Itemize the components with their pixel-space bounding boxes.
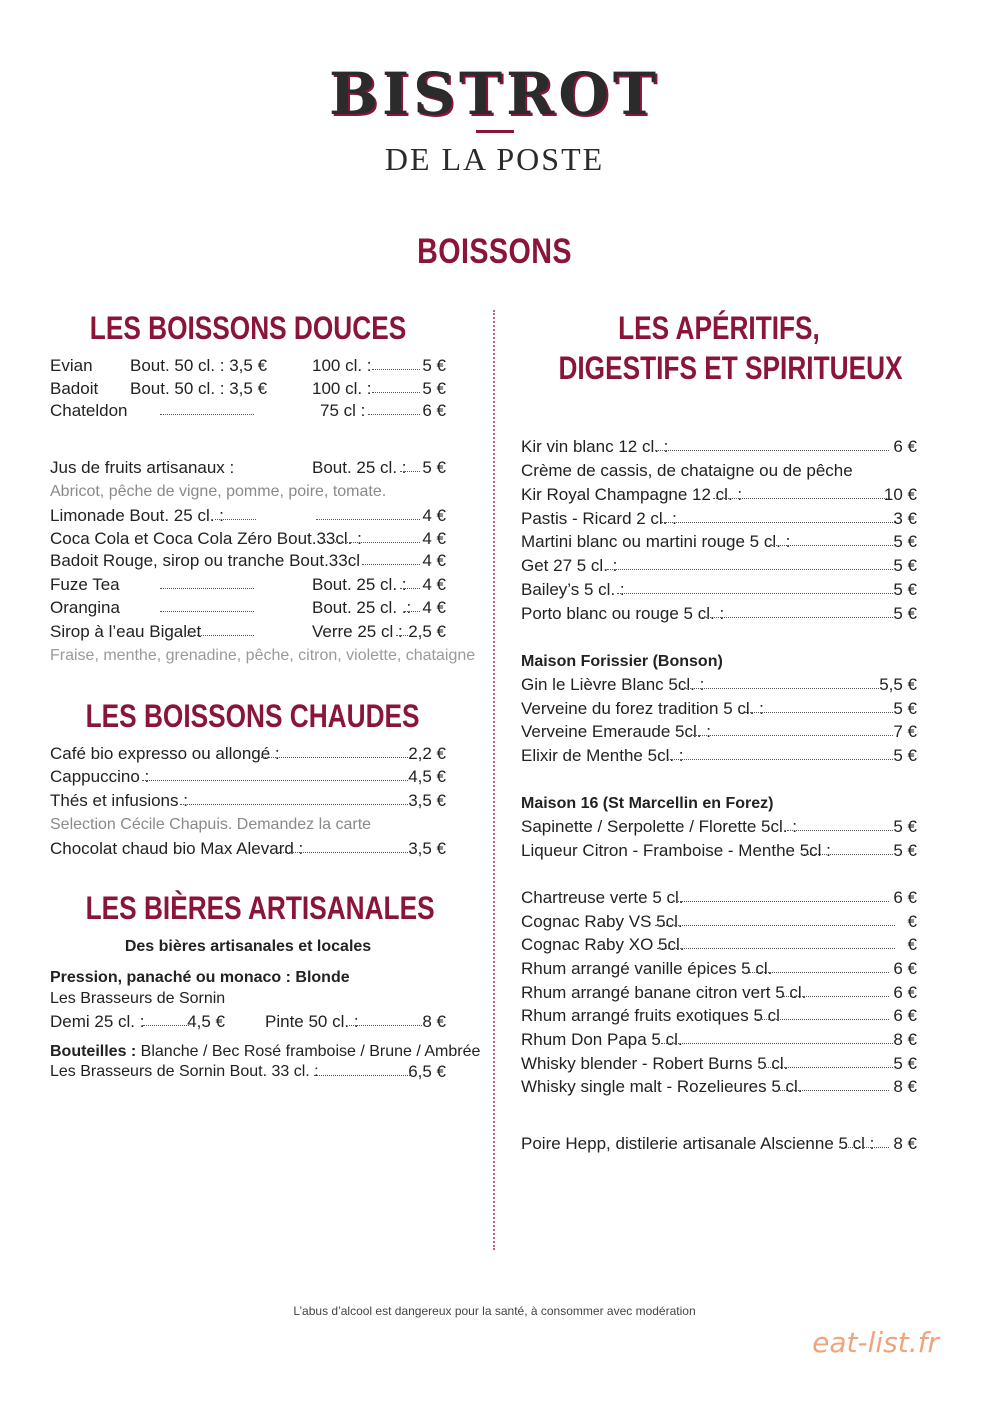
item-size: Bout. 50 cl. : 3,5 € <box>130 379 268 398</box>
item-note-thes: Selection Cécile Chapuis. Demandez la carte <box>50 816 372 833</box>
item-price: 5 € <box>893 604 917 623</box>
item-name: Gin le Lièvre Blanc 5cl. : <box>521 675 705 694</box>
dot-leader <box>783 996 889 997</box>
item-name: Chartreuse verte 5 cl. <box>521 888 684 907</box>
pression-label: Pression, panaché ou monaco : Blonde <box>50 969 350 986</box>
dot-leader <box>699 617 893 618</box>
dot-leader <box>400 471 420 472</box>
item-size: Bout. 50 cl. : 3,5 € <box>130 356 268 375</box>
item-name: Rhum arrangé fruits exotiques 5 cl <box>521 1006 780 1025</box>
menu-item-rhum-don-papa <box>521 1028 917 1052</box>
item-price: 5,5 € <box>879 675 917 694</box>
item-price: 5 € <box>893 556 917 575</box>
dot-leader <box>142 780 408 781</box>
menu-item-kir-vin-blanc <box>521 435 917 459</box>
menu-item-rhum-exotiques <box>521 1004 917 1028</box>
menu-item-get27 <box>521 554 917 578</box>
menu-item-poire-hepp <box>521 1132 917 1156</box>
item-price: 8 € <box>422 1012 446 1031</box>
section-heading-boissons-chaudes: LES BOISSONS CHAUDES <box>85 698 420 734</box>
section-heading-aperitifs-line1: LES APÉRITIFS, <box>618 310 820 346</box>
dot-leader <box>769 545 893 546</box>
column-divider <box>493 310 495 1250</box>
menu-item-kir-royal <box>521 483 917 507</box>
dot-leader <box>143 1025 189 1026</box>
item-name: Kir Royal Champagne 12 cl. : <box>521 485 743 504</box>
dot-leader <box>187 635 254 636</box>
item-name: Bailey’s 5 cl. : <box>521 580 625 599</box>
item-name: Martini blanc ou martini rouge 5 cl. : <box>521 532 791 551</box>
dot-leader <box>396 635 408 636</box>
dot-leader <box>667 759 893 760</box>
menu-item-martini <box>521 530 917 554</box>
section-heading-boissons-douces: LES BOISSONS DOUCES <box>89 310 407 346</box>
menu-item-rhum-vanille <box>521 957 917 981</box>
item-price: 3,5 € <box>408 839 446 858</box>
bouteilles-label: Bouteilles : <box>50 1043 137 1060</box>
item-name: Evian <box>50 356 93 375</box>
maison-16-title: Maison 16 (St Marcellin en Forez) <box>521 795 774 812</box>
item-name: Verveine Emeraude 5cl. : <box>521 722 711 741</box>
menu-item-pastis <box>521 507 917 531</box>
dot-leader <box>349 1025 422 1026</box>
item-price: 8 € <box>893 1134 917 1153</box>
dot-leader <box>255 757 408 758</box>
menu-item-sirop <box>50 620 446 644</box>
item-price: 4 € <box>422 551 446 570</box>
item-price: 8 € <box>893 1077 917 1096</box>
dot-leader <box>655 925 895 926</box>
menu-item-badoit-rouge <box>50 549 446 573</box>
menu-item-whisky-blender <box>521 1052 917 1076</box>
dot-leader <box>368 414 420 415</box>
item-name: Thés et infusions : <box>50 791 188 810</box>
item-price: 6 € <box>422 401 446 420</box>
item-name: Badoit <box>50 379 99 398</box>
item-price: 6 € <box>893 888 917 907</box>
dot-leader <box>314 1075 410 1076</box>
logo-subtitle: DE LA POSTE <box>384 141 605 177</box>
dot-leader <box>362 564 420 565</box>
dot-leader <box>316 519 420 520</box>
dot-leader <box>673 901 889 902</box>
item-name: Coca Cola et Coca Cola Zéro Bout.33cl. : <box>50 529 362 548</box>
menu-item-gin-lievre <box>521 673 917 697</box>
item-name: Cappuccino : <box>50 767 150 786</box>
menu-item-coca-cola <box>50 527 446 551</box>
item-price: 5 € <box>893 817 917 836</box>
menu-item-bouteilles <box>50 1060 446 1084</box>
dot-leader <box>372 369 420 370</box>
dot-leader <box>278 852 408 853</box>
item-name: Pinte 50 cl. : <box>265 1012 359 1031</box>
dot-leader <box>763 1067 893 1068</box>
item-price: 2,5 € <box>408 622 446 641</box>
menu-item-verveine-tradition <box>521 697 917 721</box>
item-name: Badoit Rouge, sirop ou tranche Bout.33cl <box>50 551 360 570</box>
dot-leader <box>679 688 879 689</box>
item-name: Limonade Bout. 25 cl. : <box>50 506 224 525</box>
item-price: 6 € <box>893 959 917 978</box>
dot-leader <box>400 588 420 589</box>
menu-item-baileys <box>521 578 917 602</box>
dot-leader <box>745 712 893 713</box>
item-name: Café bio expresso ou allongé : <box>50 744 280 763</box>
item-note-sirop: Fraise, menthe, grenadine, pêche, citron, violette, chataigne <box>50 647 476 664</box>
item-price: 5 € <box>893 1054 917 1073</box>
dot-leader <box>777 1090 889 1091</box>
menu-item-porto <box>521 602 917 626</box>
item-name: Les Brasseurs de Sornin Bout. 33 cl. : <box>50 1063 319 1080</box>
menu-item-elixir-menthe <box>521 744 917 768</box>
item-name: Kir vin blanc 12 cl. : <box>521 437 669 456</box>
logo-divider <box>476 130 514 133</box>
item-name: Elixir de Menthe 5cl. : <box>521 746 684 765</box>
item-name: Chateldon <box>50 401 128 420</box>
item-price: 5 € <box>893 841 917 860</box>
item-name: Whisky blender - Robert Burns 5 cl. <box>521 1054 789 1073</box>
menu-item-limonade <box>50 504 446 528</box>
item-size: Bout. 25 cl. .: <box>312 598 412 617</box>
item-size-alt: 100 cl. : <box>312 356 372 375</box>
item-name: Whisky single malt - Rozelieures 5 cl. <box>521 1077 803 1096</box>
menu-item-chocolat <box>50 837 446 861</box>
item-price: 2,2 € <box>408 744 446 763</box>
menu-item-rhum-banane <box>521 981 917 1005</box>
item-name: Rhum arrangé banane citron vert 5 cl. <box>521 983 807 1002</box>
item-price: 6 € <box>893 1006 917 1025</box>
menu-item-jus-de-fruits <box>50 456 446 480</box>
item-price: 8 € <box>893 1030 917 1049</box>
menu-item-fuze-tea <box>50 573 446 597</box>
dot-leader <box>657 948 895 949</box>
item-name: Rhum arrangé vanille épices 5 cl. <box>521 959 773 978</box>
item-name: Pastis - Ricard 2 cl. : <box>521 509 677 528</box>
menu-item-evian <box>50 354 446 378</box>
item-name: Jus de fruits artisanaux : <box>50 458 235 477</box>
item-price: 5 € <box>422 379 446 398</box>
maison-forissier-title: Maison Forissier (Bonson) <box>521 653 723 670</box>
menu-item-sapinette <box>521 815 917 839</box>
dot-leader <box>617 593 893 594</box>
dot-leader <box>839 1147 889 1148</box>
logo-main: BISTROT <box>328 60 661 128</box>
menu-item-badoit <box>50 377 446 401</box>
item-price: 4 € <box>422 575 446 594</box>
logo <box>0 62 989 177</box>
item-name: Sapinette / Serpolette / Florette 5cl. : <box>521 817 797 836</box>
dot-leader <box>404 611 420 612</box>
menu-item-verveine-emeraude <box>521 720 917 744</box>
dot-leader <box>693 735 893 736</box>
menu-item-cafe <box>50 742 446 766</box>
menu-item-chartreuse <box>521 886 917 910</box>
item-name: Verveine du forez tradition 5 cl. : <box>521 699 764 718</box>
dot-leader <box>160 588 254 589</box>
item-price: 4,5 € <box>187 1012 225 1031</box>
item-name: Poire Hepp, distilerie artisanale Alscienne 5 cl : <box>521 1134 875 1153</box>
menu-item-demi <box>50 1010 225 1034</box>
item-price: 6 € <box>893 437 917 456</box>
menu-item-pinte <box>265 1010 446 1034</box>
watermark: eat-list.fr <box>812 1326 939 1359</box>
item-price: 3 € <box>893 509 917 528</box>
menu-item-chateldon <box>50 399 446 423</box>
item-price: 6,5 € <box>408 1062 446 1081</box>
item-name: Get 27 5 cl. : <box>521 556 618 575</box>
item-name: Orangina <box>50 598 120 617</box>
item-size-alt: 100 cl. : <box>312 379 372 398</box>
menu-item-orangina <box>50 596 446 620</box>
item-price: 5 € <box>893 746 917 765</box>
item-name: Chocolat chaud bio Max Alevard : <box>50 839 304 858</box>
item-price: 4,5 € <box>408 767 446 786</box>
item-price: 10 € <box>883 485 917 504</box>
dot-leader <box>661 1043 893 1044</box>
item-name: Crème de cassis, de chataigne ou de pêche <box>521 461 853 480</box>
item-size: Bout. 25 cl. : <box>312 575 407 594</box>
item-note-jus: Abricot, pêche de vigne, pomme, poire, tomate. <box>50 483 387 500</box>
dot-leader <box>655 450 889 451</box>
item-name: Rhum Don Papa 5 cl. <box>521 1030 683 1049</box>
item-price: 3,5 € <box>408 791 446 810</box>
dot-leader <box>749 972 889 973</box>
item-price: 4 € <box>422 506 446 525</box>
menu-item-liqueur-citron <box>521 839 917 863</box>
page-title: BOISSONS <box>417 232 572 271</box>
section-heading-aperitifs-line2: DIGESTIFS ET SPIRITUEUX <box>558 350 903 386</box>
dot-leader <box>215 519 256 520</box>
item-price: 4 € <box>422 529 446 548</box>
item-price: 5 € <box>422 458 446 477</box>
dot-leader <box>160 414 254 415</box>
dot-leader <box>787 830 893 831</box>
menu-item-creme-cassis <box>521 459 917 483</box>
dot-leader <box>322 542 420 543</box>
dot-leader <box>607 569 893 570</box>
section-subtitle-bieres: Des bières artisanales et locales <box>124 938 372 955</box>
menu-item-cognac-xo <box>521 933 917 957</box>
item-price: 5 € <box>893 532 917 551</box>
item-name: Cognac Raby XO 5cl. <box>521 935 685 954</box>
item-name: Cognac Raby VS 5cl. <box>521 912 683 931</box>
item-size: Verre 25 cl : <box>312 622 403 641</box>
pression-brewer: Les Brasseurs de Sornin <box>50 990 226 1007</box>
dot-leader <box>661 522 895 523</box>
dot-leader <box>372 392 420 393</box>
dot-leader <box>180 804 408 805</box>
item-name: Porto blanc ou rouge 5 cl. : <box>521 604 725 623</box>
dot-leader <box>160 611 254 612</box>
dot-leader <box>801 854 893 855</box>
dot-leader <box>713 498 887 499</box>
item-name: Liqueur Citron - Framboise - Menthe 5cl : <box>521 841 831 860</box>
item-price: € <box>907 935 917 954</box>
section-heading-bieres: LES BIÈRES ARTISANALES <box>85 890 435 926</box>
item-name: Demi 25 cl. : <box>50 1012 145 1031</box>
item-price: 4 € <box>422 598 446 617</box>
bouteilles-list: Blanche / Bec Rosé framboise / Brune / Ambrée <box>136 1043 481 1060</box>
health-warning: L’abus d’alcool est dangereux pour la santé, à consommer avec modération <box>293 1304 696 1318</box>
item-price: 7 € <box>893 722 917 741</box>
item-name: Sirop à l’eau Bigalet <box>50 622 202 641</box>
dot-leader <box>757 1019 889 1020</box>
menu-item-thes <box>50 789 446 813</box>
item-price: 5 € <box>893 580 917 599</box>
item-name: Fuze Tea <box>50 575 120 594</box>
item-price: 5 € <box>422 356 446 375</box>
item-price: 5 € <box>893 699 917 718</box>
menu-item-cappuccino <box>50 765 446 789</box>
item-price: 6 € <box>893 983 917 1002</box>
menu-item-cognac-vs <box>521 910 917 934</box>
item-price: € <box>907 912 917 931</box>
item-size: Bout. 25 cl. : <box>312 458 407 477</box>
menu-item-whisky-single-malt <box>521 1075 917 1099</box>
item-size: 75 cl : <box>320 401 366 420</box>
